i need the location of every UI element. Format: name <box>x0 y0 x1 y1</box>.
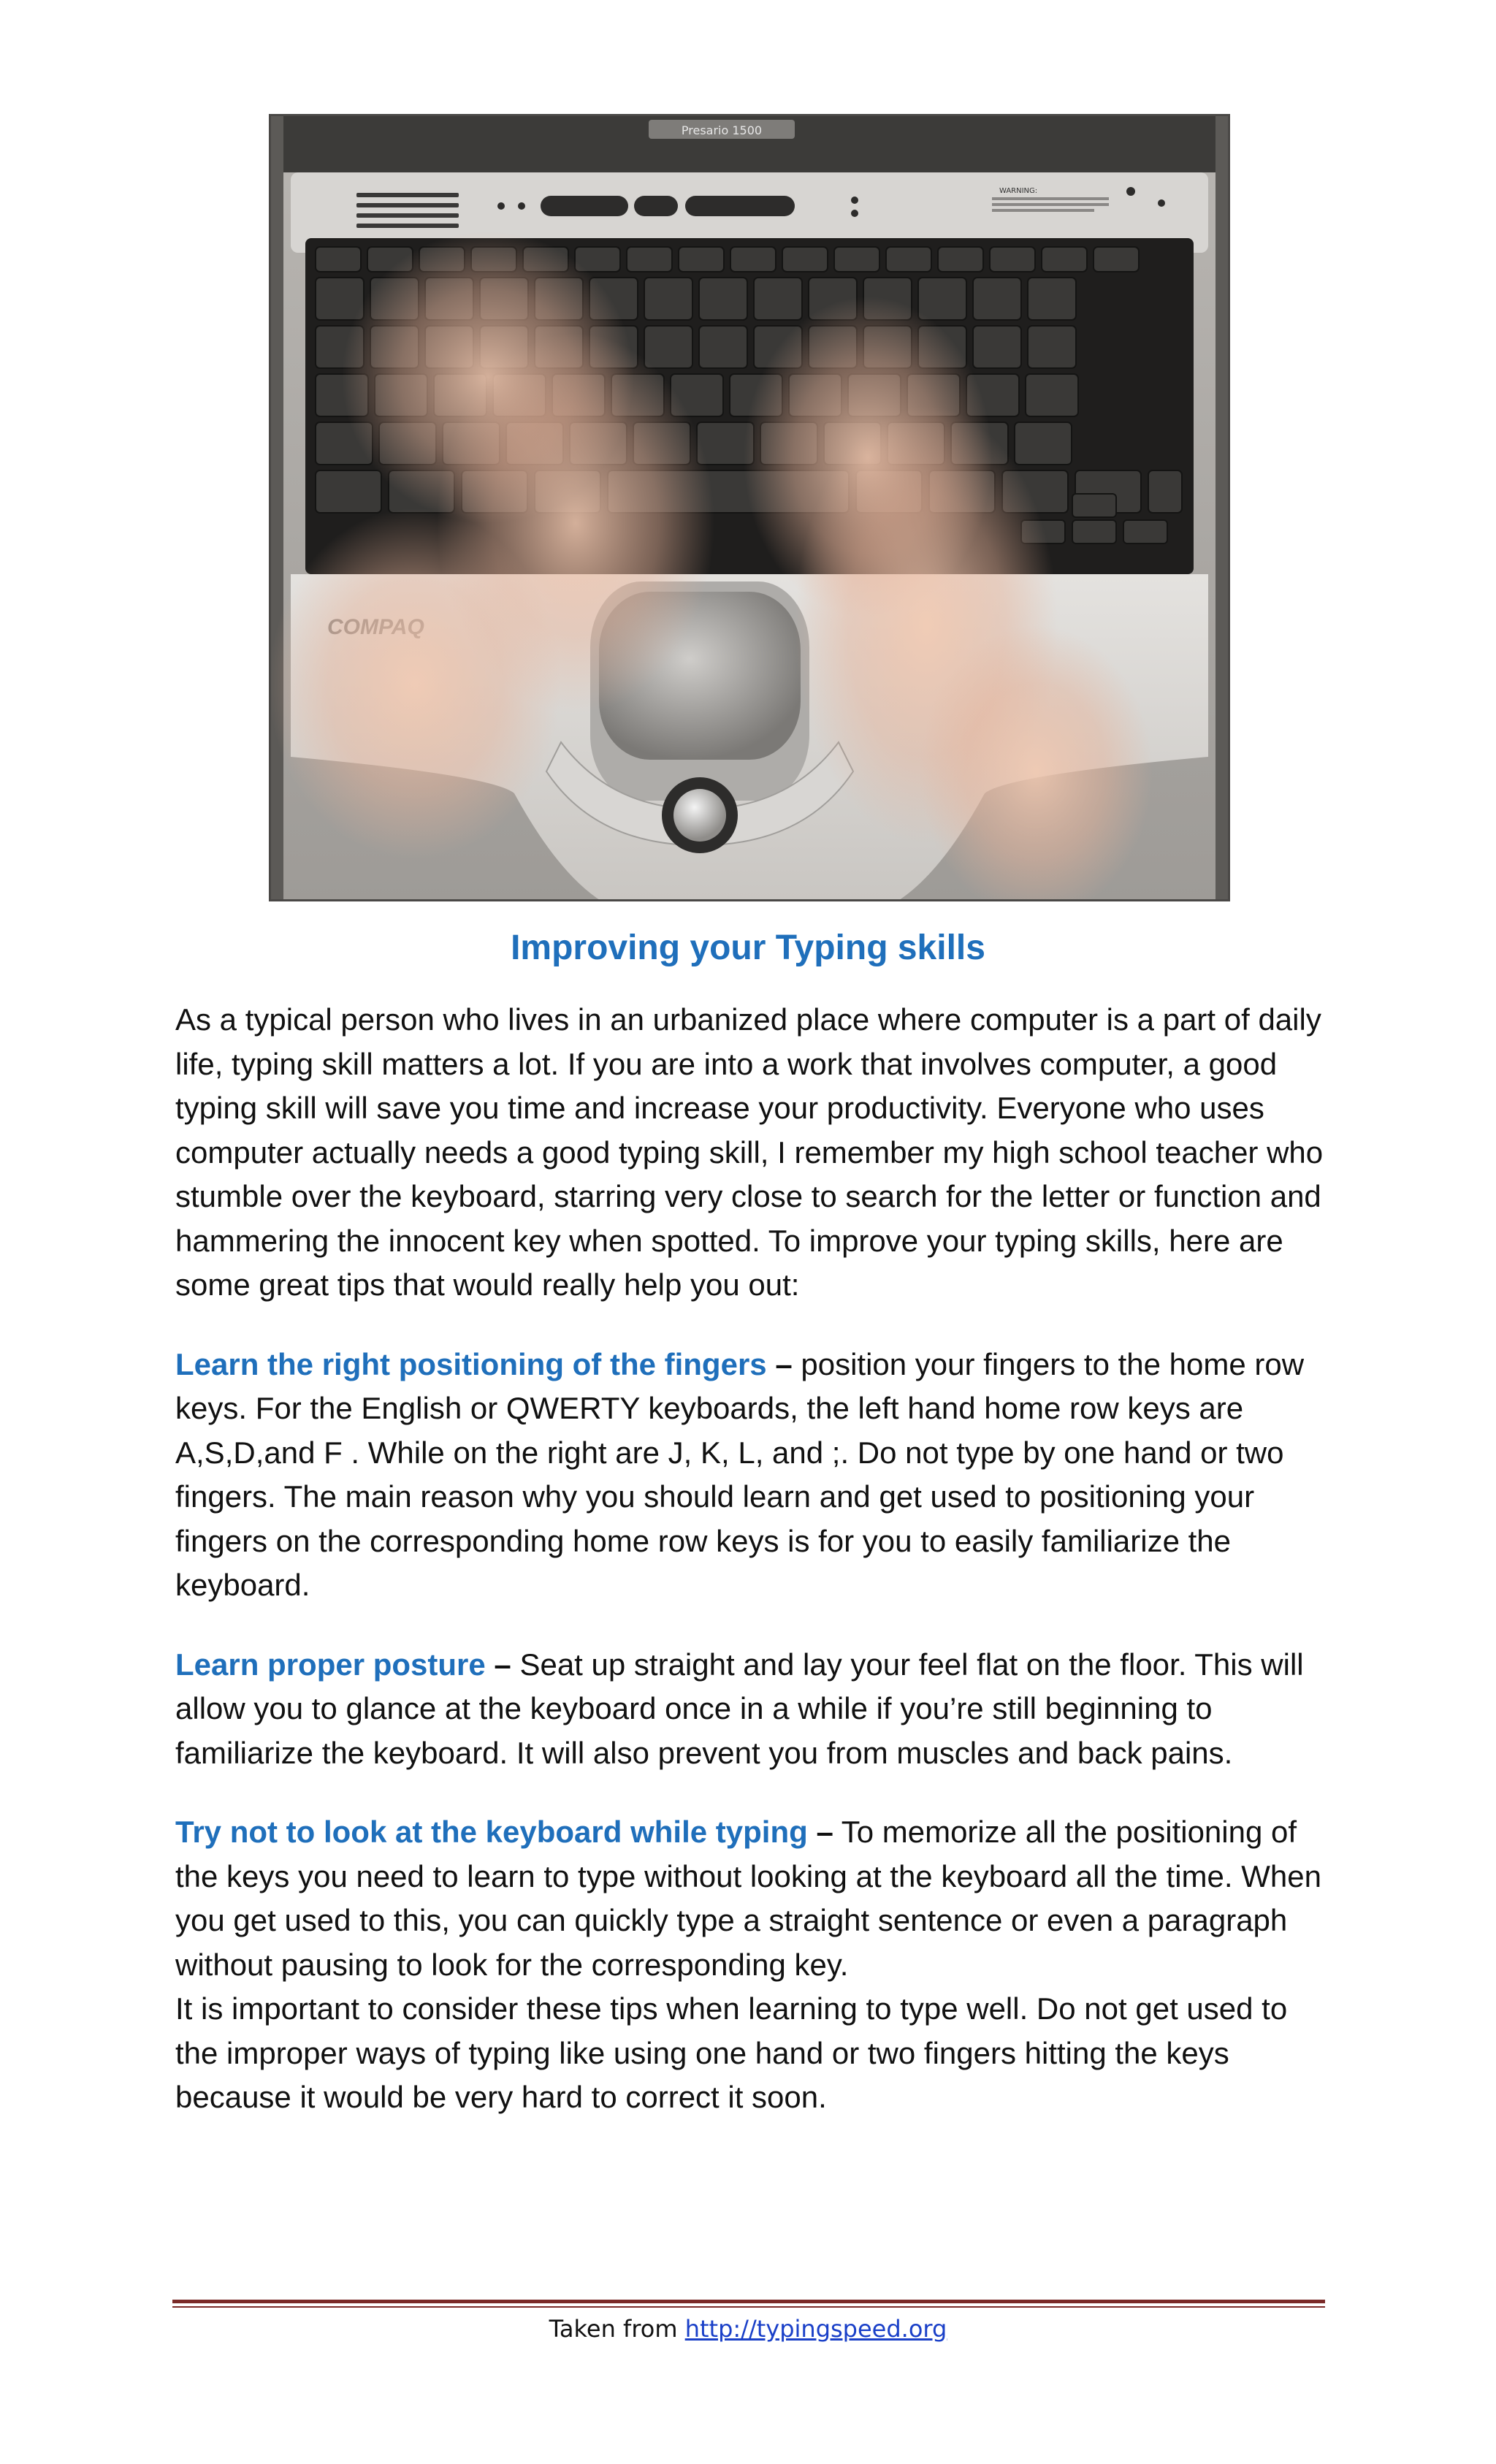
keycap <box>644 278 692 320</box>
keycap <box>627 247 672 272</box>
keycap <box>1094 247 1139 272</box>
keycap <box>699 278 747 320</box>
tip-text: Seat up straight and lay your feel flat on the floor. This will allow you to glance at the keyboard once in a while if you’re still beginning to familiarize the keyboard. It will also prevent you from muscles and back pains. <box>175 1647 1304 1770</box>
tip-heading: Learn the right positioning of the fingers <box>175 1346 776 1381</box>
footer-rule-thin <box>172 2306 1325 2308</box>
page-title: Improving your Typing skills <box>511 928 985 967</box>
keycap <box>782 247 828 272</box>
keycap <box>1026 374 1078 416</box>
keycap <box>886 247 931 272</box>
keycap <box>973 278 1021 320</box>
keycap <box>316 470 381 513</box>
warning-label: WARNING: <box>999 187 1038 195</box>
keycap <box>834 247 879 272</box>
tip-dash: – <box>816 1815 833 1849</box>
tip-text: position your fingers to the home row keys. For the English or QWERTY keyboards, the left hand home row keys are A,S,D,and F . While on the right are J, K, L, and ;. Do not type by one hand or two fingers. The main reason why you should learn and get used to positioning your fingers on the corresponding home row keys is for you to easily familiarize the keyboard. <box>175 1346 1305 1602</box>
keycap <box>990 247 1035 272</box>
tip-fingers <box>175 1343 1329 1608</box>
conclusion-paragraph: It is important to consider these tips when learning to type well. Do not get used to the improper ways of typing like using one hand or two fingers hitting the keys because it would be very hard to correct it soon. <box>175 1991 1288 2114</box>
keyboard-illustration <box>269 114 1230 901</box>
keycap <box>644 326 692 368</box>
keycap <box>918 278 966 320</box>
keycap <box>1028 326 1076 368</box>
keycap <box>1028 278 1076 320</box>
arrow-keycap <box>1072 520 1116 543</box>
source-link[interactable]: http://typingspeed.org <box>684 2315 947 2343</box>
keycap <box>699 326 747 368</box>
keycap <box>973 326 1021 368</box>
tip-heading: Try not to look at the keyboard while typing <box>175 1815 808 1849</box>
tip-dash: – <box>775 1346 793 1381</box>
footer-prefix: Taken from <box>549 2315 685 2343</box>
footer-rule <box>172 2300 1325 2303</box>
model-label: Presario 1500 <box>681 123 763 137</box>
keycap <box>679 247 724 272</box>
tip-text: To memorize all the positioning of the keys you need to learn to type without looking at the keyboard all the time. When you get used to this, you can quickly type a straight sentence or even a paragraph without pausing to look for the corresponding key. <box>175 1815 1321 1982</box>
keycap <box>1148 470 1182 513</box>
tip-dash: – <box>494 1647 511 1682</box>
intro-paragraph: As a typical person who lives in an urbanized place where computer is a part of daily life, typing skill matters a lot. If you are into a work that involves computer, a good typing skill will save you time and increase your productivity. Everyone who uses computer actually needs a good typing skill, I remember my high school teacher who stumble over the keyboard, starring very close to search for the letter or function and hammering the innocent key when spotted. To improve your typing skills, here are some great tips that would really help you out: <box>175 1002 1324 1302</box>
tip-heading: Learn proper posture <box>175 1647 486 1682</box>
article-body <box>175 998 1329 2155</box>
arrow-keycap <box>1123 520 1167 543</box>
keycap <box>1015 422 1072 465</box>
tip-no-look <box>175 1810 1329 1987</box>
keycap <box>730 247 776 272</box>
tip-posture <box>175 1643 1329 1776</box>
keycap <box>938 247 983 272</box>
keycap <box>1042 247 1087 272</box>
keycap <box>316 247 361 272</box>
arrow-keycap <box>1072 494 1116 517</box>
footer <box>0 2311 1496 2346</box>
laptop-keyboard-photo <box>269 114 1230 901</box>
keycap <box>754 278 802 320</box>
